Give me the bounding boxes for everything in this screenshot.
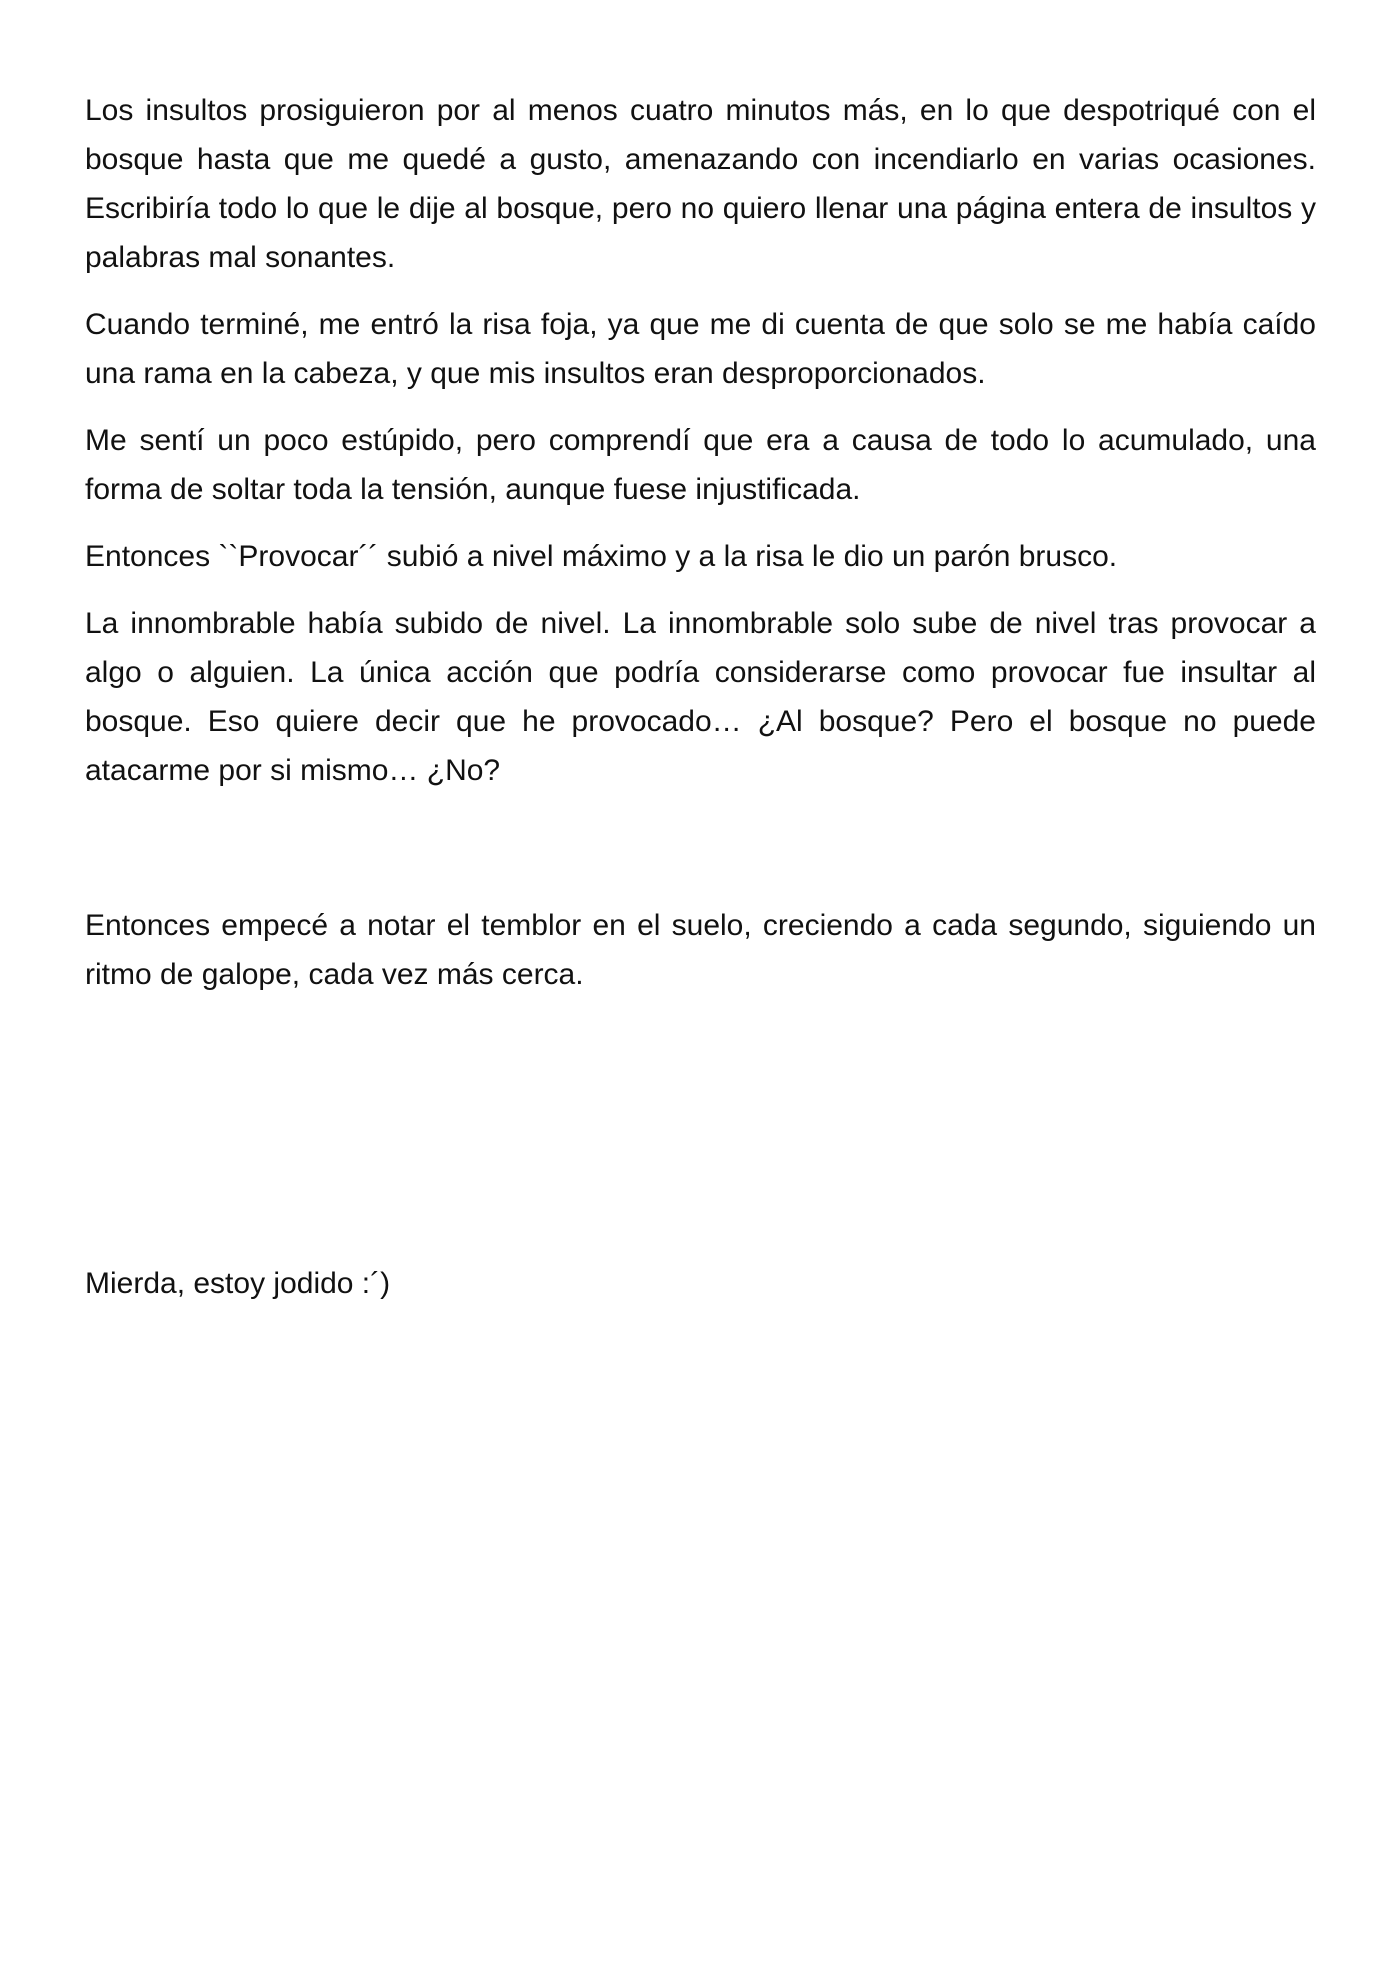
paragraph-2: Cuando terminé, me entró la risa foja, ya que me di cuenta de que solo se me había caído una rama en la cabeza, y que mis insultos eran desproporcionados. [85,308,1316,390]
paragraph-4: Entonces ``Provocar´´ subió a nivel máximo y a la risa le dio un parón brusco. [85,540,1118,573]
paragraph-1: Los insultos prosiguieron por al menos cuatro minutos más, en lo que despotriqué con el bosque hasta que me quedé a gusto, amenazando con incendiarlo en varias ocasiones. Escribiría todo lo que le dije al bosque, pero no quiero llenar una página entera de insultos y palabras mal sonantes. [85,94,1316,274]
blank-space [85,1017,1316,1259]
paragraph-5: La innombrable había subido de nivel. La innombrable solo sube de nivel tras provocar a algo o alguien. La única acción que podría considerarse como provocar fue insultar al bosque. Eso quiere decir que he provocado… ¿Al bosque? Pero el bosque no puede atacarme por si mismo… ¿No? [85,607,1316,787]
paragraph-3: Me sentí un poco estúpido, pero comprendí que era a causa de todo lo acumulado, una forma de soltar toda la tensión, aunque fuese injustificada. [85,424,1316,506]
paragraph-7: Mierda, estoy jodido :´) [85,1267,391,1300]
blank-space [85,813,1316,901]
paragraph-6: Entonces empecé a notar el temblor en el suelo, creciendo a cada segundo, siguiendo un ritmo de galope, cada vez más cerca. [85,909,1316,991]
